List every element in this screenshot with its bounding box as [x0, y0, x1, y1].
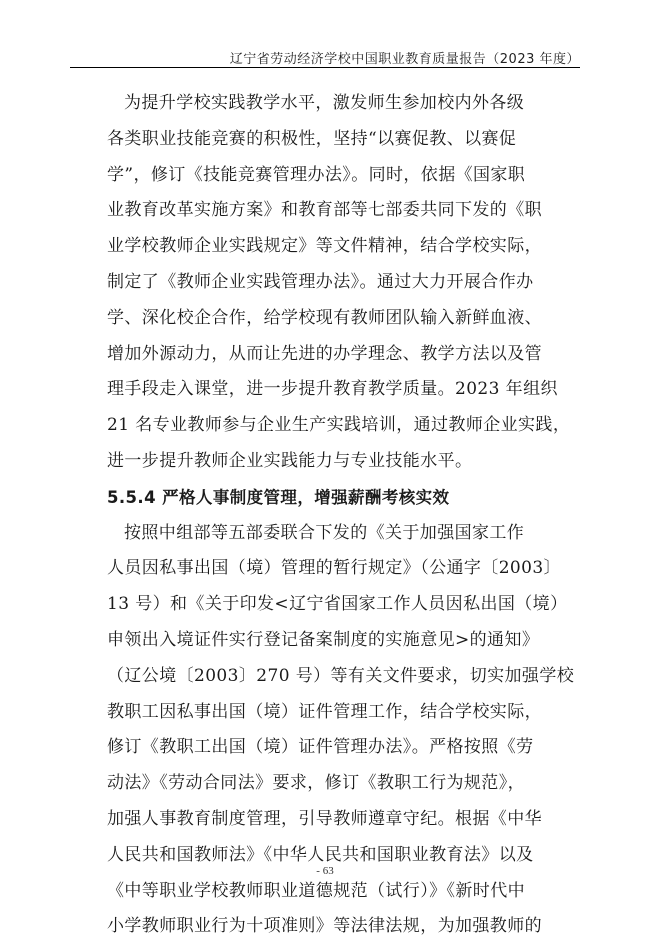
- paragraph-line: 各类职业技能竞赛的积极性，坚持“以赛促教、以赛促: [107, 128, 517, 149]
- paragraph-line: 制定了《教师企业实践管理办法》。通过大力开展合作办: [107, 271, 534, 292]
- paragraph-line: 按照中组部等五部委联合下发的《关于加强国家工作: [124, 522, 525, 543]
- paragraph-line: 加强人事教育制度管理，引导教师遵章守纪。根据《中华: [107, 808, 542, 829]
- paragraph-line: 修订《教职工出国（境）证件管理办法》。严格按照《劳: [107, 737, 534, 758]
- paragraph-line: 人员因私事出国（境）管理的暂行规定》（公通字〔2003〕: [107, 558, 561, 579]
- paragraph-line: 增加外源动力，从而让先进的办学理念、教学方法以及管: [107, 343, 542, 364]
- paragraph-line: 为提升学校实践教学水平，激发师生参加校内外各级: [124, 93, 525, 113]
- paragraph-line: 13 号）和《关于印发<辽宁省国家工作人员因私出国（境）: [107, 594, 568, 615]
- page-header: [0, 0, 650, 66]
- paragraph-line: 小学教师职业行为十项准则》等法律法规，为加强教师的: [107, 916, 542, 937]
- page-number: - 63: [316, 865, 334, 877]
- paragraph-line: （辽公境〔2003〕270 号）等有关文件要求，切实加强学校: [107, 665, 575, 686]
- section-heading: 5.5.4 严格人事制度管理，增强薪酬考核实效: [107, 487, 450, 507]
- paragraph-line: 业教育改革实施方案》和教育部等七部委共同下发的《职: [107, 200, 542, 221]
- paragraph-line: 申领出入境证件实行登记备案制度的实施意见>的通知》: [107, 629, 540, 650]
- document-body: [107, 86, 575, 945]
- paragraph-line: 业学校教师企业实践规定》等文件精神，结合学校实际，: [107, 236, 542, 257]
- paragraph-line: 理手段走入课堂，进一步提升教育教学质量。2023 年组织: [107, 379, 558, 400]
- paragraph-line: 进一步提升教师企业实践能力与专业技能水平。: [107, 450, 473, 471]
- paragraph-line: 学”，修订《技能竞赛管理办法》。同时，依据《国家职: [107, 164, 526, 185]
- paragraph-line: 教职工因私事出国（境）证件管理工作，结合学校实际，: [107, 701, 542, 722]
- paragraph-line: 《中等职业学校教师职业道德规范（试行）》《新时代中: [107, 880, 525, 901]
- paragraph-line: 学、深化校企合作，给学校现有教师团队输入新鲜血液、: [107, 307, 542, 328]
- paragraph-line: 人民共和国教师法》《中华人民共和国职业教育法》以及: [107, 844, 534, 865]
- running-header-title: 辽宁省劳动经济学校中国职业教育质量报告（2023 年度）: [229, 52, 580, 67]
- header-divider: [70, 67, 580, 68]
- paragraph-line: 21 名专业教师参与企业生产实践培训，通过教师企业实践，: [107, 415, 571, 436]
- paragraph-line: 动法》《劳动合同法》要求，修订《教职工行为规范》，: [107, 773, 525, 794]
